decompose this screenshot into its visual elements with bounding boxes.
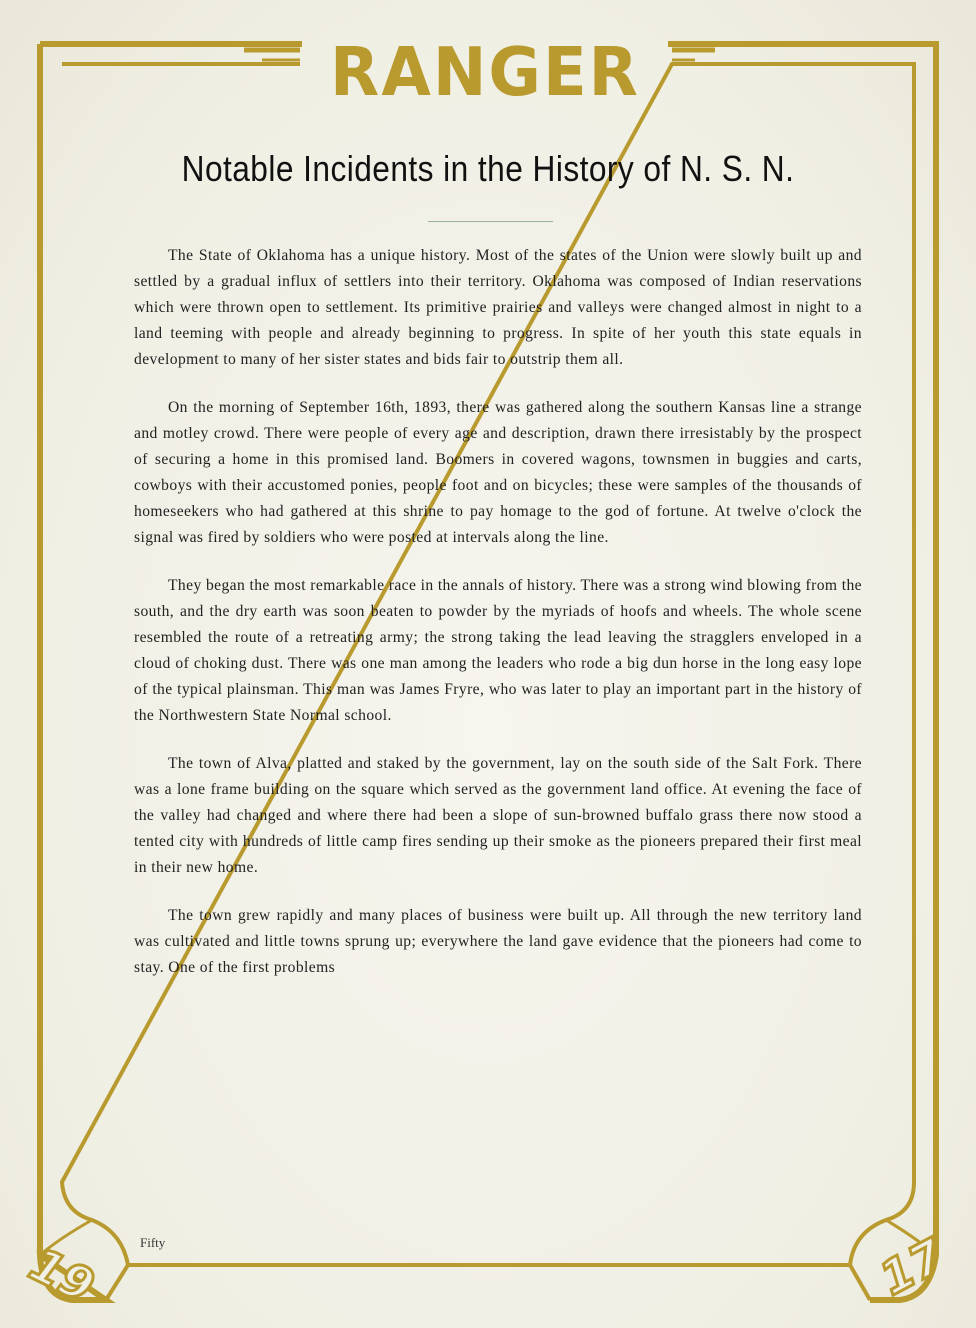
paragraph: On the morning of September 16th, 1893, there was gathered along the southern Kansas line a strange and motley crowd. There were people of every age and description, drawn there irresistably by the prospect of securing a home in this promised land. Boomers in covered wagons, townsmen in buggies and carts, cowboys with their accustomed ponies, people foot and on bicycles; these were samples of the thousands of homeseekers who had gathered at this shrine to pay homage to the god of fortune. At twelve o'clock the signal was fired by soldiers who were posted at intervals along the line. — [134, 399, 862, 546]
page-title: Notable Incidents in the History of N. S. N. — [181, 148, 795, 189]
paragraph: They began the most remarkable race in the annals of history. There was a strong wind blowing from the south, and the dry earth was soon beaten to powder by the myriads of hoofs and wheels. The whole scene resembled the route of a retreating army; the strong taking the lead leaving the stragglers enveloped in a cloud of choking dust. There was one man among the leaders who rode a big dun horse in the long easy lope of the typical plainsman. This man was James Fryre, who was later to play an important part in the history of the Northwestern State Normal school. — [134, 577, 862, 724]
paragraph: The town grew rapidly and many places of business were built up. All through the new territory land was cultivated and little towns sprung up; everywhere the land gave evidence that the pioneers had come to stay. One of the first problems — [134, 907, 862, 976]
article-body — [134, 243, 862, 1003]
paragraph: The State of Oklahoma has a unique history. Most of the states of the Union were slowly built up and settled by a gradual influx of settlers into their territory. Oklahoma was composed of Indian reservations which were thrown open to settlement. Its primitive prairies and valleys were changed almost in night to a land teeming with people and already beginning to progress. In spite of her youth this state equals in development to many of her sister states and bids fair to outstrip them all. — [134, 247, 862, 368]
year-left: 19 — [21, 1236, 103, 1314]
page-number: Fifty — [140, 1235, 166, 1250]
paragraph: The town of Alva, platted and staked by the government, lay on the south side of the Salt Fork. There was a lone frame building on the square which served as the government land office. At evening the face of the valley had changed and where there had been a slope of sun-browned buffalo grass there now stood a tented city with hundreds of little camp fires sending up their smoke as the pioneers prepared their first meal in their new home. — [134, 755, 862, 876]
year-right: 17 — [871, 1228, 953, 1306]
ranger-logo: RANGER — [330, 34, 640, 112]
title-divider — [428, 221, 553, 222]
